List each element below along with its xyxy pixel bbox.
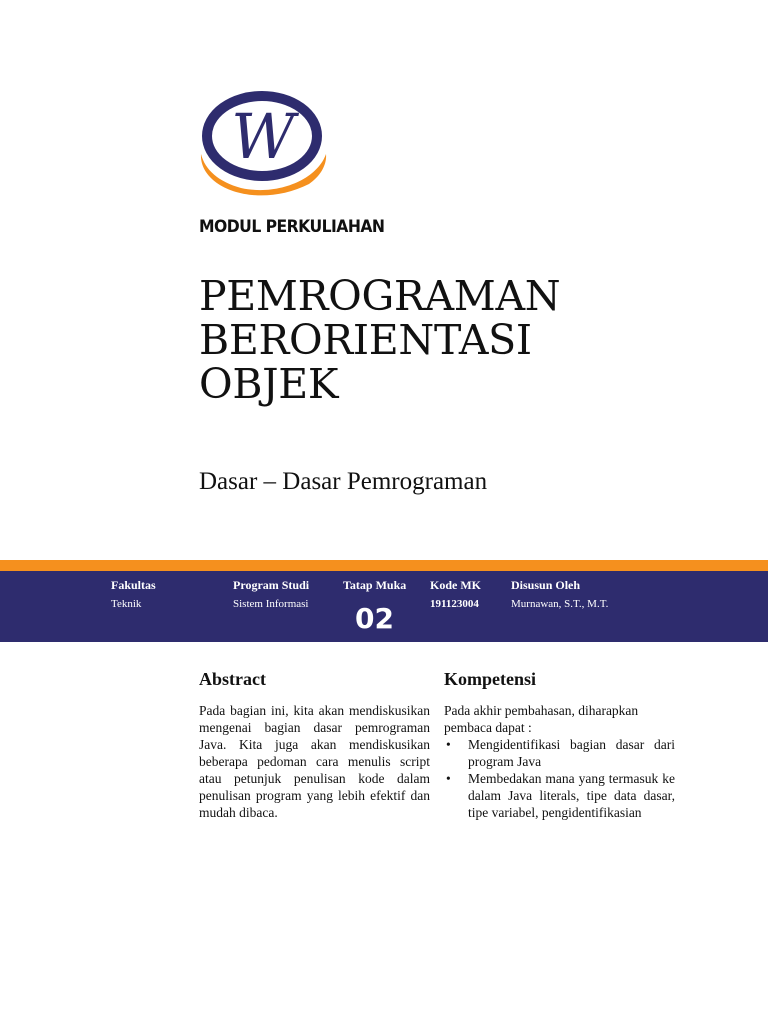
abstract-section: [199, 702, 430, 821]
kompetensi-list: [444, 736, 675, 821]
title-line-1: PEMROGRAMAN: [199, 272, 561, 320]
disusun-value: Murnawan, S.T., M.T.: [511, 598, 609, 610]
prodi-label: Program Studi: [233, 578, 310, 592]
abstract-body: Pada bagian ini, kita akan mendiskusikan mengenai bagian dasar pemrograman Java. Kita juga akan mendiskusikan beberapa pedoman cara menulis script atau petunjuk penulisan kode dalam penulisan program yang lebih efektif dan mudah dibaca.: [199, 703, 430, 820]
list-item: • Mengidentifikasi bagian dasar dari program Java: [446, 737, 675, 769]
title-line-3: OBJEK: [199, 360, 339, 408]
kompetensi-intro: Pada akhir pembahasan, diharapkan pembaca dapat :: [444, 703, 639, 735]
bullet-icon: •: [446, 737, 451, 752]
abstract-heading: Abstract: [199, 669, 266, 689]
list-item: • Membedakan mana yang termasuk ke dalam Java literals, tipe data dasar, tipe variabel, pengidentifikasian: [446, 771, 675, 820]
bullet-icon: •: [446, 771, 451, 786]
prodi-value: Sistem Informasi: [233, 598, 309, 610]
fakultas-value: Teknik: [111, 598, 142, 610]
orange-divider: [0, 560, 768, 571]
tatap-muka-value: 02: [355, 602, 394, 635]
svg-text:W: W: [231, 100, 295, 173]
tatap-muka-label: Tatap Muka: [343, 578, 407, 592]
fakultas-label: Fakultas: [111, 578, 156, 592]
info-band: [0, 571, 768, 642]
disusun-label: Disusun Oleh: [511, 578, 581, 592]
kode-mk-label: Kode MK: [430, 578, 481, 592]
modul-label: MODUL PERKULIAHAN: [199, 217, 385, 237]
subtitle: Dasar – Dasar Pemrograman: [199, 468, 488, 495]
kompetensi-section: [444, 702, 675, 821]
page-title: [199, 274, 560, 406]
university-logo-icon: [197, 88, 329, 208]
kompetensi-heading: Kompetensi: [444, 669, 536, 689]
title-line-2: BERORIENTASI: [199, 316, 532, 364]
kode-mk-value: 191123004: [430, 598, 479, 610]
